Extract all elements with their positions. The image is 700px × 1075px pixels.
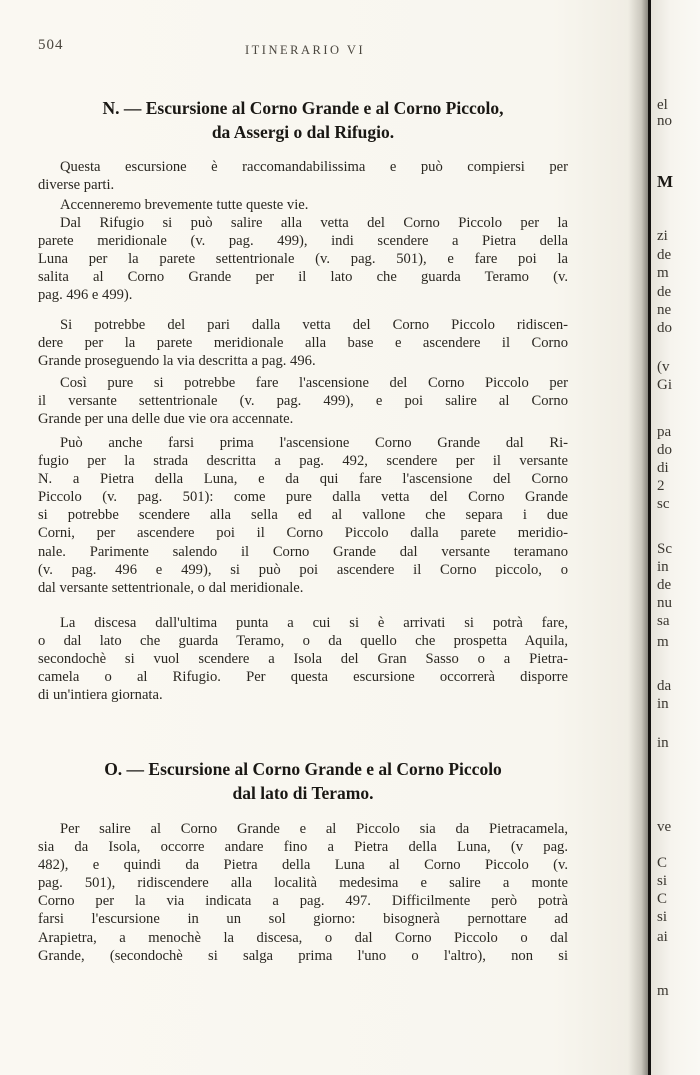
text-line: Corno per la via indicata a pag. 497. Difficilmente però potrà (38, 893, 568, 910)
facing-page-fragment: si (657, 873, 668, 889)
facing-page-fragment: Sc (657, 541, 672, 557)
facing-page-fragment: no (657, 113, 672, 129)
facing-page-fragment: de (657, 284, 672, 300)
section-o-title (38, 757, 568, 805)
section-n-title-line: N. — Escursione al Corno Grande e al Corno Piccolo, (102, 98, 504, 118)
text-line: sia da Isola, occorre andare fino a Pietra della Luna, (v pag. (38, 839, 568, 856)
facing-page-fragment: 2 (657, 478, 665, 494)
facing-page-fragment: de (657, 577, 672, 593)
paragraph (38, 434, 568, 597)
facing-page-fragment: ne (657, 302, 672, 318)
text-line: Grande proseguendo la via descritta a pag. 496. (38, 353, 316, 370)
section-o-title-line: O. — Escursione al Corno Grande e al Corno Piccolo (104, 759, 502, 779)
paragraph (38, 316, 568, 370)
facing-page-fragment: Gi (657, 377, 672, 393)
facing-page-fragment: sc (657, 496, 670, 512)
facing-page-fragment: (v (657, 359, 670, 375)
text-line: Grande per una delle due vie ora accennate. (38, 411, 294, 428)
text-line: o dal lato che guarda Teramo, o da quello che prospetta Aquila, (38, 633, 568, 650)
text-line: N. a Pietra della Luna, e da qui fare l'ascensione del Corno (38, 471, 568, 488)
text-line: Arapietra, a menochè la discesa, o dal Corno Piccolo o dal (38, 929, 568, 946)
text-line: fugio per la strada descritta a pag. 492, scendere per il versante (38, 453, 568, 470)
text-line: Accenneremo brevemente tutte queste vie. (60, 197, 309, 213)
text-line: Per salire al Corno Grande e al Piccolo sia da Pietracamela, (60, 821, 568, 837)
text-line: 482), e quindi da Pietra della Luna al Corno Piccolo (v. (38, 857, 568, 874)
text-line: il versante settentrionale (v. pag. 499), e poi salire al Corno (38, 393, 568, 410)
paragraph (38, 614, 568, 704)
paragraph (38, 374, 568, 428)
paragraph (38, 820, 568, 965)
section-n-title-line: da Assergi o dal Rifugio. (211, 122, 395, 142)
paragraph (38, 196, 568, 214)
text-line: Piccolo (v. pag. 501): come pure dalla vetta del Corno Grande (38, 489, 568, 506)
text-line: (v. pag. 496 e 499), si può poi ascendere il Corno piccolo, o (38, 561, 568, 578)
paragraph (38, 214, 568, 304)
text-line: Si potrebbe del pari dalla vetta del Corno Piccolo ridiscen- (60, 317, 568, 333)
facing-page-fragment: si (657, 909, 668, 925)
text-line: Grande, (secondochè si salga prima l'uno o l'altro), non si (38, 947, 568, 964)
text-line: pag. 496 e 499). (38, 287, 133, 304)
facing-page-edge (651, 0, 700, 1075)
facing-page-fragment: do (657, 320, 672, 336)
text-line: salita al Corno Grande per il lato che guarda Teramo (v. (38, 269, 568, 286)
facing-page-fragment: ve (657, 819, 672, 835)
facing-page-fragment: pa (657, 424, 672, 440)
text-line: dal versante settentrionale, o dal meridionale. (38, 579, 304, 596)
running-head: ITINERARIO VI (245, 43, 366, 57)
facing-page-fragment: di (657, 460, 669, 476)
section-o-title-line: dal lato di Teramo. (232, 783, 374, 803)
facing-page-fragment: in (657, 735, 669, 751)
text-line: Dal Rifugio si può salire alla vetta del Corno Piccolo per la (60, 215, 568, 231)
facing-page-fragment: do (657, 442, 672, 458)
facing-page-fragment: de (657, 247, 672, 263)
text-line: Può anche farsi prima l'ascensione Corno Grande dal Ri- (60, 435, 568, 451)
text-line: Corni, per ascendere poi il Corno Piccolo dalla parete meridio- (38, 525, 568, 542)
text-line: nale. Parimente salendo il Corno Grande dal versante teramano (38, 543, 568, 560)
facing-page-fragment: ai (657, 929, 668, 945)
facing-page-fragment: el (657, 97, 668, 113)
text-line: La discesa dall'ultima punta a cui si è arrivati si potrà fare, (60, 615, 568, 631)
text-line: Così pure si potrebbe fare l'ascensione del Corno Piccolo per (60, 375, 568, 391)
text-line: pag. 501), ridiscendere alla località medesima e salire a monte (38, 875, 568, 892)
text-line: dere per la parete meridionale alla base e ascendere il Corno (38, 335, 568, 352)
text-line: secondochè si vuol scendere a Isola del Gran Sasso o a Pietra- (38, 651, 568, 668)
text-line: di un'intiera giornata. (38, 687, 163, 704)
facing-page-fragment: in (657, 559, 669, 575)
facing-page-fragment: m (657, 983, 669, 999)
facing-page-fragment: in (657, 696, 669, 712)
facing-page-fragment: sa (657, 613, 670, 629)
facing-page-fragment: C (657, 855, 668, 871)
facing-page-fragment: da (657, 678, 672, 694)
section-n-title (38, 96, 568, 144)
text-line: farsi l'escursione in un sol giorno: bisognerà pernottare ad (38, 911, 568, 928)
facing-page-fragment: m (657, 265, 669, 281)
facing-page-fragment: zi (657, 228, 668, 244)
text-line: si potrebbe scendere alla sella ed al vallone che separa i due (38, 507, 568, 524)
facing-page-fragment: nu (657, 595, 672, 611)
book-gutter-shadow (628, 0, 650, 1075)
text-line: camela o al Rifugio. Per questa escursione occorrerà disporre (38, 669, 568, 686)
text-line: Luna per la parete settentrionale (v. pag. 501), e fare poi la (38, 251, 568, 268)
text-line: parete meridionale (v. pag. 499), indi scendere a Pietra della (38, 233, 568, 250)
page-number: 504 (38, 37, 64, 53)
text-line: Questa escursione è raccomandabilissima e può compiersi per (60, 159, 568, 175)
paragraph (38, 158, 568, 194)
facing-page-fragment: C (657, 891, 668, 907)
facing-page-fragment: m (657, 634, 669, 650)
facing-page-fragment: M (657, 172, 674, 191)
text-line: diverse parti. (38, 177, 115, 194)
